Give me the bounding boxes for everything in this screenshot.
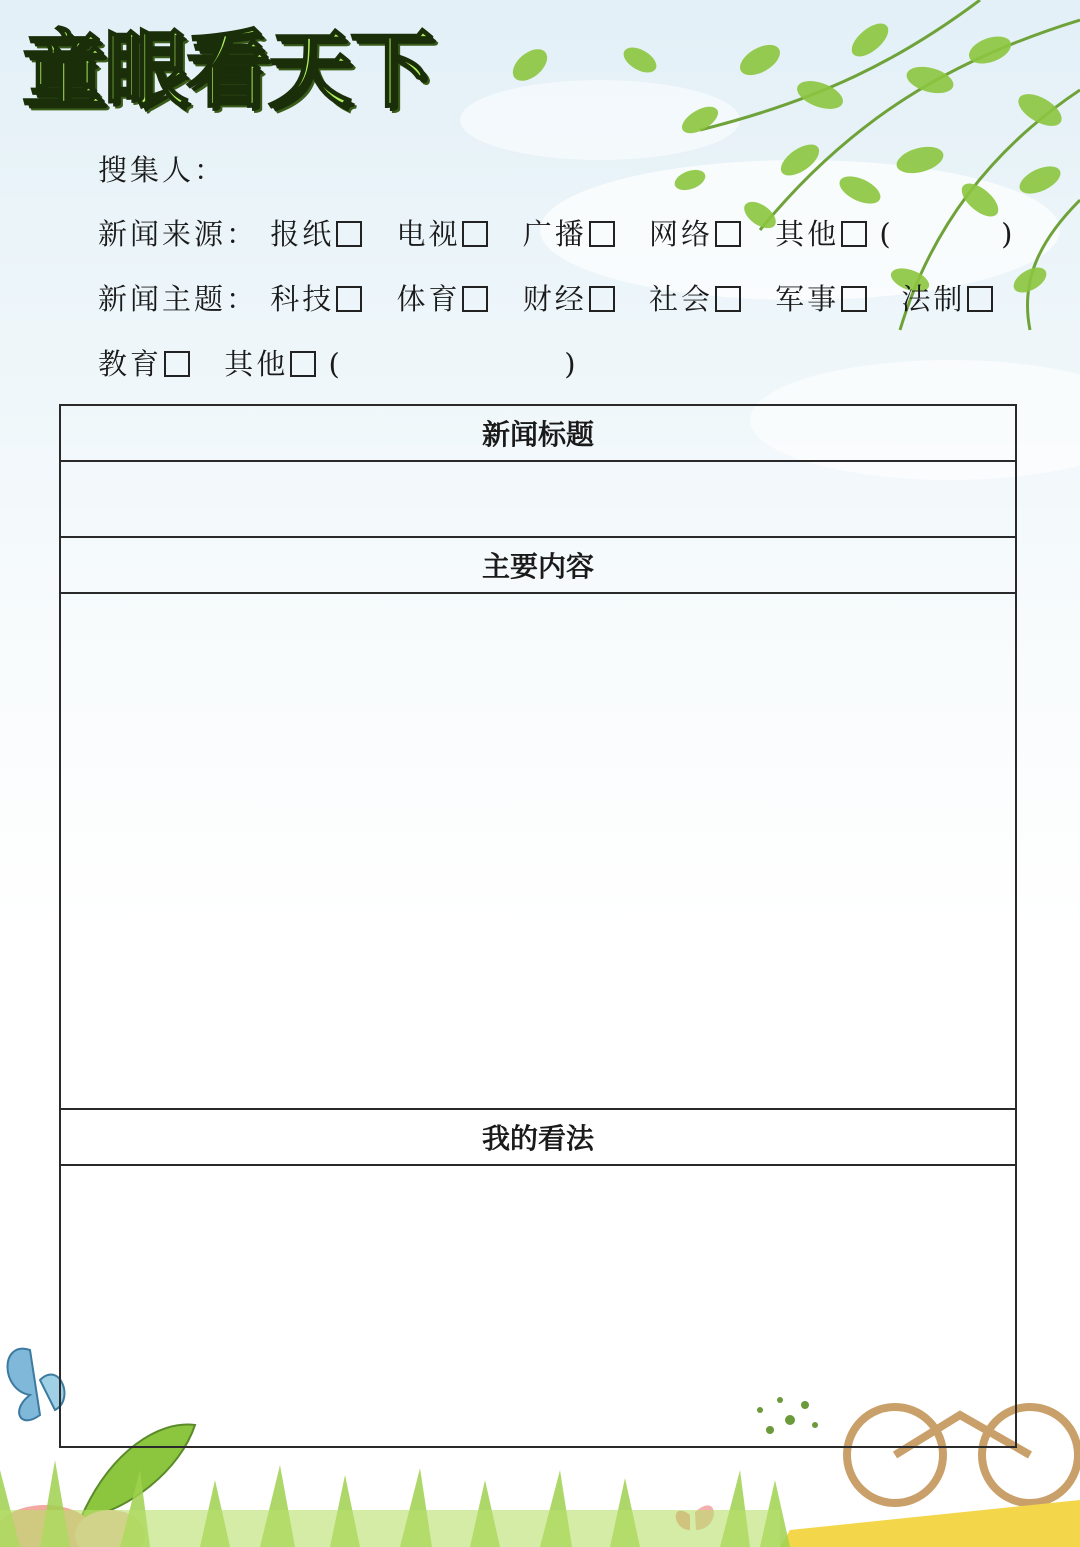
source-option-radio[interactable] xyxy=(523,214,615,254)
option-label: 军事 xyxy=(775,282,840,316)
source-option-internet[interactable] xyxy=(649,214,741,254)
news-title-cell[interactable] xyxy=(60,461,1016,537)
option-label: 其他 xyxy=(775,217,840,251)
topic-option-other[interactable] xyxy=(224,344,316,384)
main-content-header: 主要内容 xyxy=(60,537,1016,593)
topic-other-paren-close: ) xyxy=(564,347,576,381)
butterfly-icon xyxy=(8,1349,65,1421)
main-content-cell[interactable] xyxy=(60,593,1016,1109)
worksheet-table xyxy=(59,404,1017,1448)
option-label: 网络 xyxy=(648,217,713,251)
source-other-paren-open: ( xyxy=(879,217,891,251)
checkbox[interactable] xyxy=(715,221,741,247)
topic-line-1 xyxy=(98,279,993,319)
checkbox[interactable] xyxy=(336,221,362,247)
page-title: 童眼看天下 xyxy=(22,21,433,119)
topic-option-society[interactable] xyxy=(649,279,741,319)
option-label: 电视 xyxy=(396,217,461,251)
option-label: 教育 xyxy=(98,347,163,381)
news-title-header: 新闻标题 xyxy=(60,405,1016,461)
topic-label: 新闻主题： xyxy=(98,282,259,316)
option-label: 体育 xyxy=(396,282,461,316)
checkbox[interactable] xyxy=(336,286,362,312)
source-option-newspaper[interactable] xyxy=(270,214,362,254)
checkbox[interactable] xyxy=(290,351,316,377)
checkbox[interactable] xyxy=(841,286,867,312)
topic-option-education[interactable] xyxy=(98,344,190,384)
option-label: 报纸 xyxy=(270,217,335,251)
checkbox[interactable] xyxy=(164,351,190,377)
collector-label: 搜集人： xyxy=(98,153,227,187)
source-other-paren-close: ) xyxy=(1001,217,1013,251)
topic-line-2 xyxy=(98,344,576,384)
source-option-other[interactable] xyxy=(775,214,867,254)
option-label: 财经 xyxy=(522,282,587,316)
my-opinion-cell[interactable] xyxy=(60,1165,1016,1447)
option-label: 社会 xyxy=(648,282,713,316)
topic-option-tech[interactable] xyxy=(270,279,362,319)
topic-option-law[interactable] xyxy=(901,279,993,319)
option-label: 其他 xyxy=(224,347,289,381)
source-option-tv[interactable] xyxy=(396,214,488,254)
collector-line xyxy=(98,150,226,190)
my-opinion-header: 我的看法 xyxy=(60,1109,1016,1165)
checkbox[interactable] xyxy=(462,286,488,312)
option-label: 法制 xyxy=(901,282,966,316)
topic-option-sports[interactable] xyxy=(396,279,488,319)
checkbox[interactable] xyxy=(589,221,615,247)
checkbox[interactable] xyxy=(715,286,741,312)
topic-option-finance[interactable] xyxy=(523,279,615,319)
checkbox[interactable] xyxy=(841,221,867,247)
source-label: 新闻来源： xyxy=(98,217,259,251)
option-label: 广播 xyxy=(522,217,587,251)
checkbox[interactable] xyxy=(967,286,993,312)
topic-option-military[interactable] xyxy=(775,279,867,319)
checkbox[interactable] xyxy=(589,286,615,312)
topic-other-paren-open: ( xyxy=(328,347,340,381)
checkbox[interactable] xyxy=(462,221,488,247)
source-line xyxy=(98,214,1013,254)
option-label: 科技 xyxy=(270,282,335,316)
